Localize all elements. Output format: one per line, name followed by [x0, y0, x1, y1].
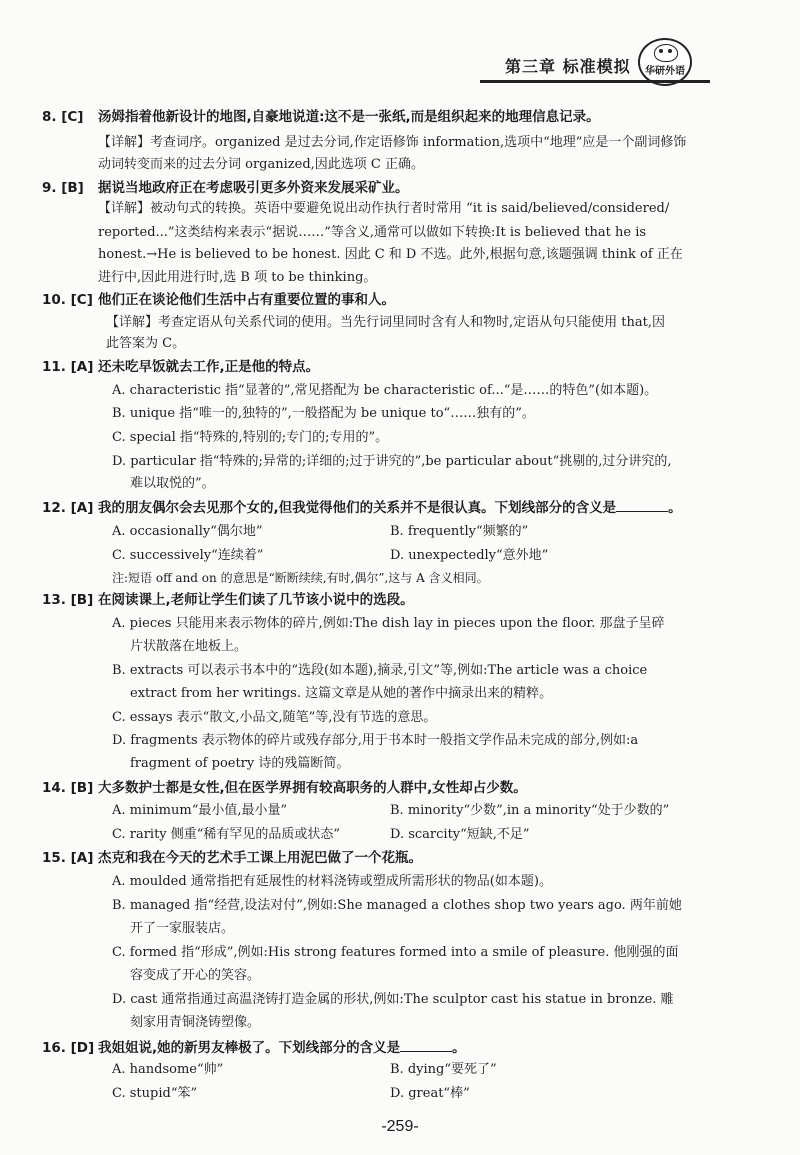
question-translation: 在阅读课上,老师让学生们读了几节该小说中的选段。 [98, 592, 414, 608]
question-translation: 大多数护士都是女性,但在医学界拥有较高职务的人群中,女性却占少数。 [98, 780, 527, 796]
option-line: A. characteristic 指“显著的”,常见搭配为 be characteristic of...“是……的特色”(如本题)。 [112, 383, 658, 398]
option-line: 难以取悦的”。 [130, 476, 215, 491]
question-number: 15. [A] [42, 850, 94, 866]
question-translation: 我的朋友偶尔会去见那个女的,但我觉得他们的关系并不是很认真。下划线部分的含义是 [98, 500, 617, 516]
question-9 [42, 178, 409, 198]
option-line: A. minimum“最小值,最小量” [112, 803, 288, 818]
option-line: D. scarcity“短缺,不足” [390, 827, 530, 842]
option-line: B. frequently“频繁的” [390, 524, 529, 539]
option-line: C. essays 表示“散文,小品文,随笔”等,没有节选的意思。 [112, 710, 437, 725]
question-11 [42, 357, 319, 377]
logo-text: 华研外语 [645, 66, 685, 77]
option-line: extract from her writings. 这篇文章是从她的著作中摘录出来的精粹。 [130, 686, 553, 701]
question-16: 16. [D] 我姐姐说,她的新男友棒极了。下划线部分的含义是 。 [42, 1037, 466, 1058]
question-number: 13. [B] [42, 592, 94, 608]
explanation-line: 动词转变而来的过去分词 organized,因此选项 C 正确。 [98, 157, 424, 172]
explanation-line: 【详解】考查定语从句关系代词的使用。当先行词里同时含有人和物时,定语从句只能使用 that,因 [106, 315, 665, 330]
question-13 [42, 590, 414, 610]
question-8 [42, 107, 600, 127]
question-15 [42, 848, 422, 868]
option-line: B. unique 指“唯一的,独特的”,一般搭配为 be unique to“……独有的”。 [112, 406, 535, 421]
option-line: 开了一家服装店。 [130, 921, 235, 936]
option-line: A. handsome“帅” [112, 1062, 224, 1077]
explanation-line: 【详解】被动句式的转换。英语中要避免说出动作执行者时常用 “it is said/believed/considered/ [98, 201, 670, 216]
question-translation: 我姐姐说,她的新男友棒极了。下划线部分的含义是 [98, 1040, 401, 1056]
question-number: 11. [A] [42, 359, 94, 375]
question-number: 12. [A] [42, 500, 94, 516]
question-number: 9. [B] [42, 180, 84, 196]
option-line: fragment of poetry 诗的残篇断简。 [130, 756, 350, 771]
page-number: -259- [381, 1118, 419, 1135]
explanation-line: reported...”这类结构来表示“据说……”等含义,通常可以做如下转换:It is believed that he is [98, 225, 647, 240]
question-number: 8. [C] [42, 109, 84, 125]
option-line: D. unexpectedly“意外地” [390, 548, 549, 563]
question-number: 14. [B] [42, 780, 94, 796]
option-line: A. pieces 只能用来表示物体的碎片,例如:The dish lay in pieces upon the floor. 那盘子呈碎 [112, 616, 665, 631]
option-line: A. moulded 通常指把有延展性的材料浇铸或塑成所需形状的物品(如本题)。 [112, 874, 552, 889]
option-line: B. minority“少数”,in a minority“处于少数的” [390, 803, 670, 818]
option-line: D. great“棒” [390, 1086, 470, 1101]
explanation-line: 进行中,因此用进行时,选 B 项 to be thinking。 [98, 270, 377, 285]
option-line: 容变成了开心的笑容。 [130, 968, 261, 983]
question-translation: 汤姆指着他新设计的地图,自豪地说道:这不是一张纸,而是组织起来的地理信息记录。 [98, 109, 600, 125]
note-line: 注:短语 off and on 的意思是“断断续续,有时,偶尔”,这与 A 含义相同。 [112, 571, 489, 585]
question-number: 10. [C] [42, 292, 93, 308]
option-line: 刻家用青铜浇铸塑像。 [130, 1015, 261, 1030]
option-line: D. fragments 表示物体的碎片或残存部分,用于书本时一般指文学作品未完成的部分,例如:a [112, 733, 639, 748]
option-line: B. extracts 可以表示书本中的“选段(如本题),摘录,引文”等,例如:The article was a choice [112, 663, 648, 678]
explanation-line: 此答案为 C。 [106, 336, 186, 351]
question-10 [42, 290, 395, 310]
chapter-title: 第三章 标准模拟 [505, 57, 631, 76]
option-line: A. occasionally“偶尔地” [112, 524, 263, 539]
option-line: C. rarity 侧重“稀有罕见的品质或状态” [112, 827, 341, 842]
option-line: 片状散落在地板上。 [130, 639, 248, 654]
question-translation: 据说当地政府正在考虑吸引更多外资来发展采矿业。 [98, 180, 409, 196]
question-number: 16. [D] [42, 1040, 95, 1056]
option-line: D. particular 指“特殊的;异常的;详细的;过于讲究的”,be particular about“挑剔的,过分讲究的, [112, 454, 672, 469]
question-translation: 他们正在谈论他们生活中占有重要位置的事和人。 [98, 292, 395, 308]
question-translation: 杰克和我在今天的艺术手工课上用泥巴做了一个花瓶。 [98, 850, 422, 866]
answer-blank [400, 1037, 452, 1052]
option-line: B. managed 指“经营,设法对付”,例如:She managed a clothes shop two years ago. 两年前她 [112, 898, 682, 913]
option-line: C. stupid“笨” [112, 1086, 198, 1101]
question-translation: 还未吃早饭就去工作,正是他的特点。 [98, 359, 320, 375]
explanation-line: honest.→He is believed to be honest. 因此 C 和 D 不选。此外,根据句意,该题强调 think of 正在 [98, 247, 683, 262]
option-line: D. cast 通常指通过高温浇铸打造金属的形状,例如:The sculptor cast his statue in bronze. 雕 [112, 992, 674, 1007]
option-line: C. successively“连续着” [112, 548, 264, 563]
question-14 [42, 778, 527, 798]
question-12: 12. [A] 我的朋友偶尔会去见那个女的,但我觉得他们的关系并不是很认真。下划线部分的含义是 。 [42, 497, 682, 518]
option-line: C. special 指“特殊的,特别的;专门的;专用的”。 [112, 430, 389, 445]
option-line: B. dying“要死了” [390, 1062, 497, 1077]
option-line: C. formed 指“形成”,例如:His strong features formed into a smile of pleasure. 他刚强的面 [112, 945, 679, 960]
explanation-line: 【详解】考查词序。organized 是过去分词,作定语修饰 information,选项中“地理”应是一个副词修饰 [98, 135, 687, 150]
answer-blank [616, 497, 668, 512]
